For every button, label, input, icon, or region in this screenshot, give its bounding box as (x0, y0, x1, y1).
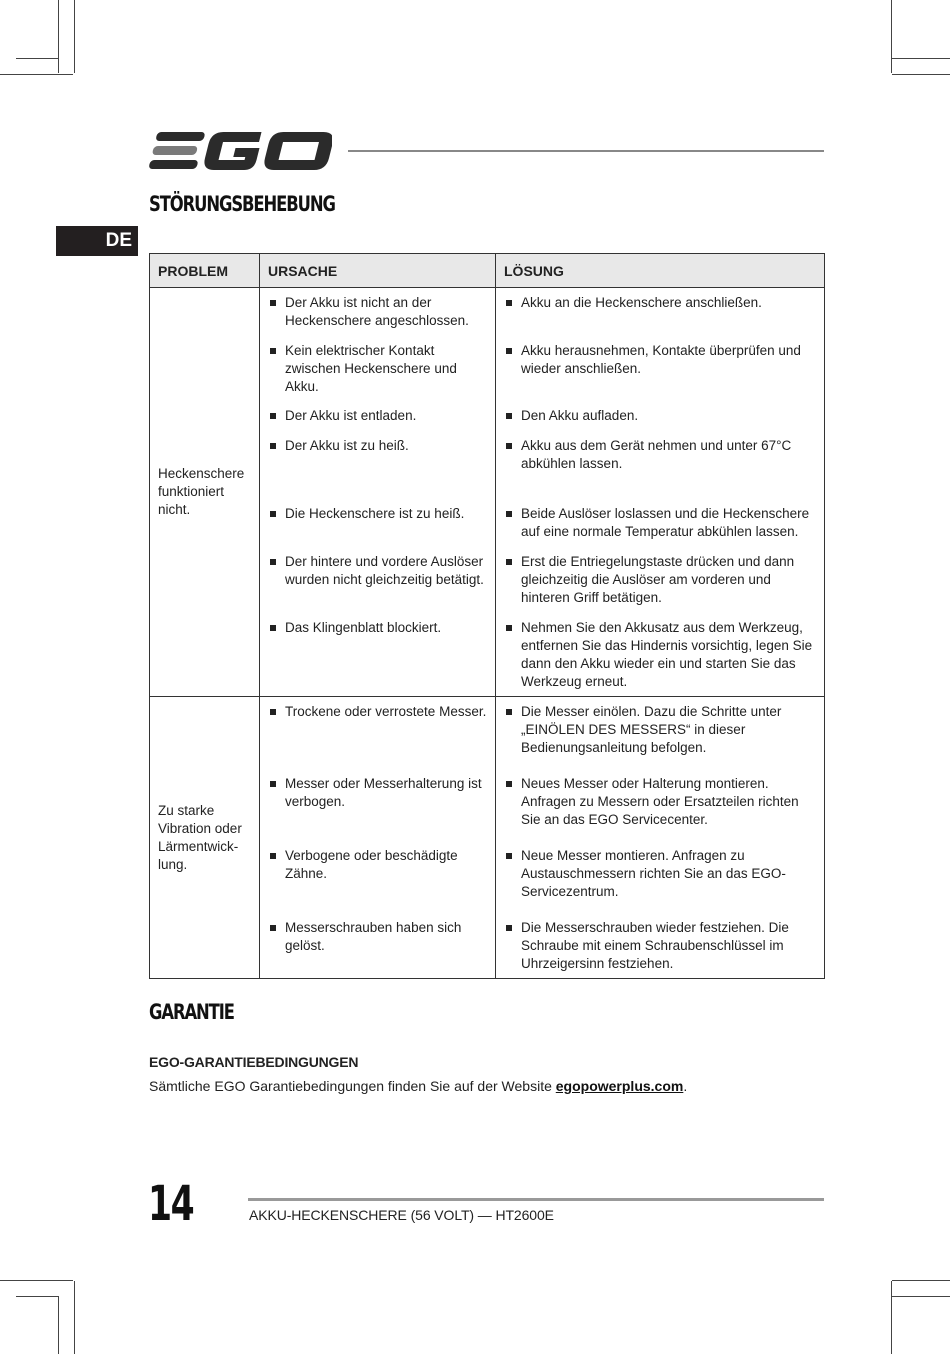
crop-mark (891, 0, 892, 73)
crop-mark (58, 1296, 59, 1354)
footer-product-title: AKKU-HECKENSCHERE (56 VOLT) — HT2600E (249, 1207, 554, 1223)
bullet-icon (270, 443, 276, 449)
bullet-icon (506, 300, 512, 306)
header-cause: URSACHE (260, 254, 496, 288)
bullet-icon (270, 853, 276, 859)
cause-text: Messerschrauben haben sich gelöst. (285, 919, 462, 953)
cause-cell (260, 697, 496, 769)
bullet-icon (506, 625, 512, 631)
section-title-warranty: GARANTIE (149, 1000, 234, 1024)
crop-mark (58, 0, 59, 73)
header-solution: LÖSUNG (496, 254, 825, 288)
solution-text: Akku aus dem Gerät nehmen und unter 67°C abkühlen lassen. (521, 437, 792, 471)
cause-text: Die Heckenschere ist zu heiß. (285, 505, 465, 521)
cause-cell (260, 499, 496, 547)
cause-text: Der Akku ist zu heiß. (285, 437, 409, 453)
bullet-icon (270, 348, 276, 354)
ego-logo (148, 130, 332, 172)
language-tab: DE (56, 226, 138, 256)
bullet-icon (506, 781, 512, 787)
crop-mark (16, 1296, 58, 1297)
bullet-icon (270, 925, 276, 931)
solution-text: Die Messer einölen. Dazu die Schritte unter „EINÖLEN DES MESSERS“ in dieser Bedienungsanleitung befolgen. (521, 704, 782, 755)
warranty-text-end: . (683, 1078, 688, 1094)
cause-text: Messer oder Messerhalterung ist verbogen. (285, 775, 482, 809)
bullet-icon (270, 625, 276, 631)
table-row (150, 288, 825, 336)
bullet-icon (270, 781, 276, 787)
bullet-icon (506, 511, 512, 517)
cause-cell (260, 613, 496, 697)
cause-cell (260, 431, 496, 499)
bullet-icon (270, 511, 276, 517)
bullet-icon (506, 559, 512, 565)
cause-text: Der hintere und vordere Auslöser wurden nicht gleichzeitig betätigt. (285, 553, 484, 587)
bullet-icon (270, 709, 276, 715)
crop-mark (891, 1281, 892, 1354)
crop-mark (74, 1281, 75, 1354)
solution-cell (496, 547, 825, 613)
bullet-icon (506, 443, 512, 449)
solution-text: Neue Messer montieren. Anfragen zu Austauschmessern richten Sie an das EGO-Servicezentrum. (521, 847, 786, 899)
header-rule (348, 150, 824, 152)
solution-cell (496, 697, 825, 769)
solution-text: Den Akku aufladen. (521, 407, 639, 423)
warranty-text (149, 1078, 687, 1094)
cause-cell (260, 547, 496, 613)
section-title-troubleshooting: STÖRUNGSBEHEBUNG (149, 192, 335, 216)
crop-mark (892, 74, 950, 75)
cause-text: Trockene oder verrostete Messer. (285, 704, 487, 719)
troubleshooting-table (149, 253, 825, 979)
bullet-icon (270, 559, 276, 565)
crop-mark (0, 74, 73, 75)
crop-mark (892, 1296, 950, 1297)
crop-mark (0, 1280, 73, 1281)
solution-text: Nehmen Sie den Akkusatz aus dem Werkzeug, entfernen Sie das Hindernis vorsichtig, legen Sie dann den Akku wieder ein und starten Sie das Werkzeug erneut. (521, 619, 813, 689)
warranty-subtitle: EGO-GARANTIEBEDINGUNGEN (149, 1054, 359, 1070)
table-header-row (150, 254, 825, 288)
solution-cell (496, 913, 825, 979)
solution-text: Erst die Entriegelungstaste drücken und dann gleichzeitig die Auslöser am vorderen und hinteren Griff betätigen. (521, 553, 795, 605)
cause-cell (260, 336, 496, 401)
cause-text: Der Akku ist entladen. (285, 407, 417, 423)
cause-cell (260, 841, 496, 913)
solution-text: Die Messerschrauben wieder festziehen. Die Schraube mit einem Schraubenschlüssel im Uhrzeigersinn festziehen. (521, 919, 789, 971)
problem-text: Heckenschere funktioniert nicht. (158, 466, 245, 517)
bullet-icon (506, 709, 512, 715)
solution-text: Beide Auslöser loslassen und die Heckenschere auf eine normale Temperatur abkühlen lassen. (521, 505, 810, 539)
solution-cell (496, 336, 825, 401)
cause-cell (260, 401, 496, 431)
solution-cell (496, 613, 825, 697)
header-problem: PROBLEM (150, 254, 260, 288)
bullet-icon (506, 348, 512, 354)
footer-rule (248, 1198, 824, 1201)
solution-cell (496, 841, 825, 913)
problem-cell (150, 697, 260, 979)
solution-cell (496, 499, 825, 547)
warranty-text-body: Sämtliche EGO Garantiebedingungen finden Sie auf der Website (149, 1078, 556, 1094)
cause-text: Das Klingenblatt blockiert. (285, 619, 442, 635)
bullet-icon (270, 300, 276, 306)
website-link[interactable]: egopowerplus.com (555, 1078, 684, 1094)
solution-cell (496, 401, 825, 431)
crop-mark (16, 58, 58, 59)
bullet-icon (270, 413, 276, 419)
cause-text: Kein elektrischer Kontakt zwischen Heckenschere und Akku. (285, 342, 457, 394)
problem-text: Zu starke Vibration oder Lärmentwick-lung. (158, 802, 242, 872)
crop-mark (892, 1280, 950, 1281)
bullet-icon (506, 925, 512, 931)
table-row (150, 697, 825, 769)
cause-text: Verbogene oder beschädigte Zähne. (285, 847, 458, 881)
cause-cell (260, 769, 496, 841)
problem-cell (150, 288, 260, 697)
bullet-icon (506, 413, 512, 419)
bullet-icon (506, 853, 512, 859)
page-number: 14 (148, 1176, 194, 1232)
solution-text: Neues Messer oder Halterung montieren. Anfragen zu Messern oder Ersatzteilen richten Sie an das EGO Servicecenter. (521, 775, 799, 827)
crop-mark (74, 0, 75, 73)
crop-mark (892, 58, 950, 59)
cause-cell (260, 913, 496, 979)
solution-cell (496, 431, 825, 499)
solution-cell (496, 288, 825, 336)
cause-cell (260, 288, 496, 336)
solution-text: Akku an die Heckenschere anschließen. (521, 295, 762, 310)
solution-cell (496, 769, 825, 841)
solution-text: Akku herausnehmen, Kontakte überprüfen und wieder anschließen. (521, 342, 801, 376)
cause-text: Der Akku ist nicht an der Heckenschere angeschlossen. (285, 295, 469, 328)
